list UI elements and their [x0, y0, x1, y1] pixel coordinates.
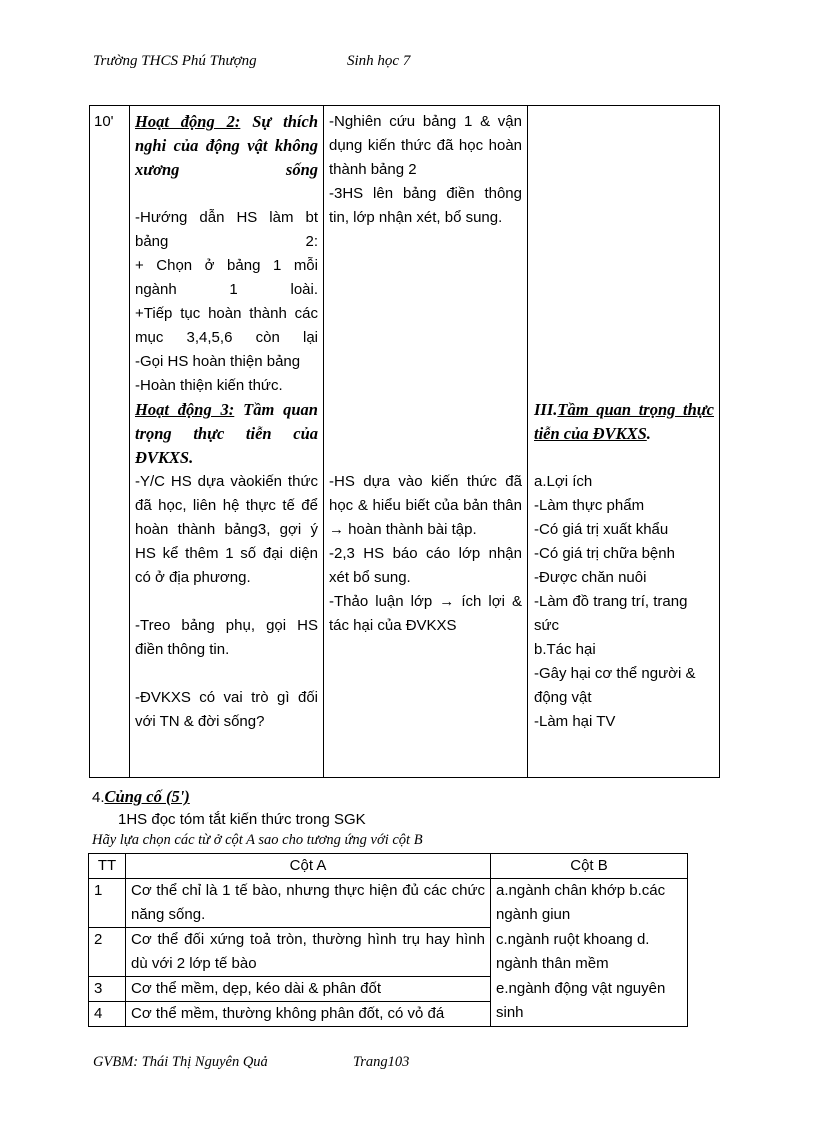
content-cell — [528, 106, 720, 778]
student-line-4: -2,3 HS báo cáo lớp nhận xét bổ sung. — [329, 545, 522, 586]
hd2-label: Hoạt động 2: — [135, 112, 241, 131]
teacher-line-5: -Hoàn thiện kiến thức. — [135, 377, 283, 394]
content-item-2: -Làm thực phẩm — [534, 497, 645, 514]
quiz-col-b: c.ngành ruột khoang d. ngành thân mềm — [491, 928, 688, 977]
teacher-line-2: + Chọn ở bảng 1 mỗi ngành 1 loài. — [135, 257, 318, 298]
quiz-col-a: Cơ thể chỉ là 1 tế bào, nhưng thực hiện đủ các chức năng sống. — [126, 879, 491, 928]
content-title: Tầm quan trọng thực tiễn của ĐVKXS — [534, 400, 714, 443]
quiz-col-b: a.ngành chân khớp b.các ngành giun — [491, 879, 688, 928]
quiz-row — [89, 977, 688, 1002]
content-item-7: b.Tác hại — [534, 641, 596, 658]
time-value: 10' — [94, 113, 114, 130]
teacher-line-8: -ĐVKXS có vai trò gì đối với TN & đời sống? — [135, 689, 318, 730]
content-item-3: -Có giá trị xuất khẩu — [534, 521, 669, 538]
consolidation-title: Củng cố (5') — [104, 787, 190, 806]
hd3-label: Hoạt động 3: — [135, 400, 235, 419]
student-line-1: -Nghiên cứu bảng 1 & vận dụng kiến thức đã học hoàn thành bảng 2 — [329, 113, 522, 178]
quiz-col-b: e.ngành động vật nguyên sinh — [491, 977, 688, 1027]
quiz-tt: 1 — [89, 879, 126, 928]
student-line-2: -3HS lên bảng điền thông tin, lớp nhận xét, bổ sung. — [329, 185, 522, 226]
content-item-6: -Làm đồ trang trí, trang sức — [534, 593, 688, 634]
quiz-row — [89, 928, 688, 977]
header-subject: Sinh học 7 — [347, 53, 411, 69]
quiz-table — [88, 853, 688, 1027]
teacher-line-4: -Gọi HS hoàn thiện bảng — [135, 353, 301, 370]
quiz-header-tt: TT — [89, 854, 126, 879]
teacher-line-7: -Treo bảng phụ, gọi HS điền thông tin. — [135, 617, 318, 658]
student-line-5: -Thảo luận lớp → ích lợi & tác hại của ĐVKXS — [329, 593, 522, 634]
consolidation-instruction: Hãy lựa chọn các từ ở cột A sao cho tương ứng với cột B — [92, 832, 423, 848]
teacher-line-6: -Y/C HS dựa vàokiến thức đã học, liên hệ thực tế để hoàn thành bảng3, gợi ý HS kể thêm 1 số đại diện có ở địa phương. — [135, 473, 318, 586]
student-line-3: -HS dựa vào kiến thức đã học & hiểu biết của bản thân → hoàn thành bài tập. — [329, 473, 522, 538]
teacher-line-1: -Hướng dẫn HS làm bt bảng 2: — [135, 209, 318, 250]
consolidation-number: 4. — [92, 789, 105, 806]
teacher-activity-cell — [130, 106, 324, 778]
quiz-row — [89, 879, 688, 928]
quiz-col-a: Cơ thể đối xứng toả tròn, thường hình trụ hay hình dù với 2 lớp tế bào — [126, 928, 491, 977]
hd2-title: Sự thích nghi của động vật không xương sống — [135, 112, 318, 179]
content-item-4: -Có giá trị chữa bệnh — [534, 545, 675, 562]
content-item-9: -Làm hại TV — [534, 713, 616, 730]
hd3-title: Tầm quan trọng thực tiễn của ĐVKXS. — [135, 400, 318, 467]
content-title-suffix: . — [646, 424, 651, 443]
content-title-prefix: III. — [534, 400, 558, 419]
teacher-line-3: +Tiếp tục hoàn thành các mục 3,4,5,6 còn lại — [135, 305, 318, 346]
quiz-tt: 2 — [89, 928, 126, 977]
consolidation-heading — [92, 785, 190, 810]
footer-page: Trang103 — [353, 1054, 410, 1070]
content-item-1: a.Lợi ích — [534, 473, 593, 490]
quiz-header-col-b: Cột B — [491, 854, 688, 879]
consolidation-line: 1HS đọc tóm tắt kiến thức trong SGK — [118, 811, 366, 828]
content-item-5: -Được chăn nuôi — [534, 569, 647, 586]
quiz-col-a: Cơ thể mềm, dẹp, kéo dài & phân đốt — [126, 977, 491, 1002]
content-item-8: -Gây hại cơ thể người & động vật — [534, 665, 696, 706]
quiz-tt: 3 — [89, 977, 126, 1002]
student-activity-cell — [324, 106, 528, 778]
lesson-table — [89, 105, 720, 778]
footer-teacher: GVBM: Thái Thị Nguyên Quả — [93, 1054, 268, 1070]
time-cell — [90, 106, 130, 778]
header-school: Trường THCS Phú Thượng — [93, 53, 257, 69]
quiz-tt: 4 — [89, 1002, 126, 1027]
quiz-col-a: Cơ thể mềm, thường không phân đốt, có vỏ đá — [126, 1002, 491, 1027]
quiz-header-col-a: Cột A — [126, 854, 491, 879]
